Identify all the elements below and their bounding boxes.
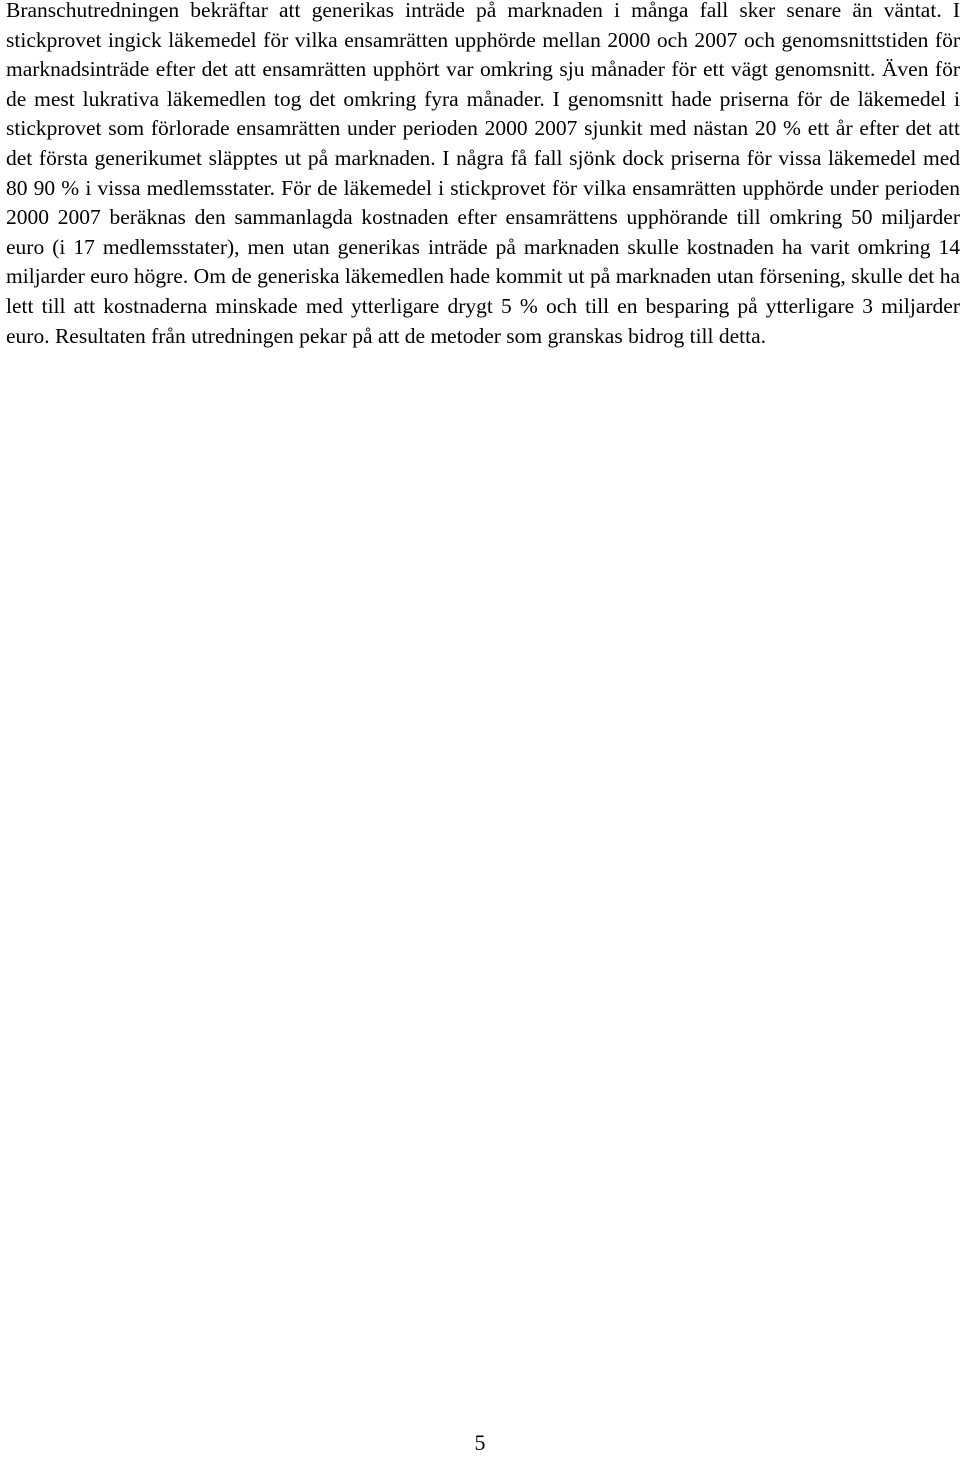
- page-number: 5: [474, 1430, 486, 1455]
- body-paragraph: Branschutredningen bekräftar att generikas inträde på marknaden i många fall sker senare än väntat. I stickprovet ingick läkemedel för vilka ensamrätten upphörde mellan 2000 och 2007 och genomsnittstiden för marknadsinträde efter det att ensamrätten upphört var omkring sju månader för ett vägt genomsnitt. Även för de mest lukrativa läkemedlen tog det omkring fyra månader. I genomsnitt hade priserna för de läkemedel i stickprovet som förlorade ensamrätten under perioden 2000 2007 sjunkit med nästan 20 % ett år efter det att det första generikumet släpptes ut på marknaden. I några få fall sjönk dock priserna för vissa läkemedel med 80 90 % i vissa medlemsstater. För de läkemedel i stickprovet för vilka ensamrätten upphörde under perioden 2000 2007 beräknas den sammanlagda kostnaden efter ensamrättens upphörande till omkring 50 miljarder euro (i 17 medlemsstater), men utan generikas inträde på marknaden skulle kostnaden ha varit omkring 14 miljarder euro högre. Om de generiska läkemedlen hade kommit ut på marknaden utan försening, skulle det ha lett till att kostnaderna minskade med ytterligare drygt 5 % och till en besparing på ytterligare 3 miljarder euro. Resultaten från utredningen pekar på att de metoder som granskas bidrog till detta.: [6, 0, 960, 348]
